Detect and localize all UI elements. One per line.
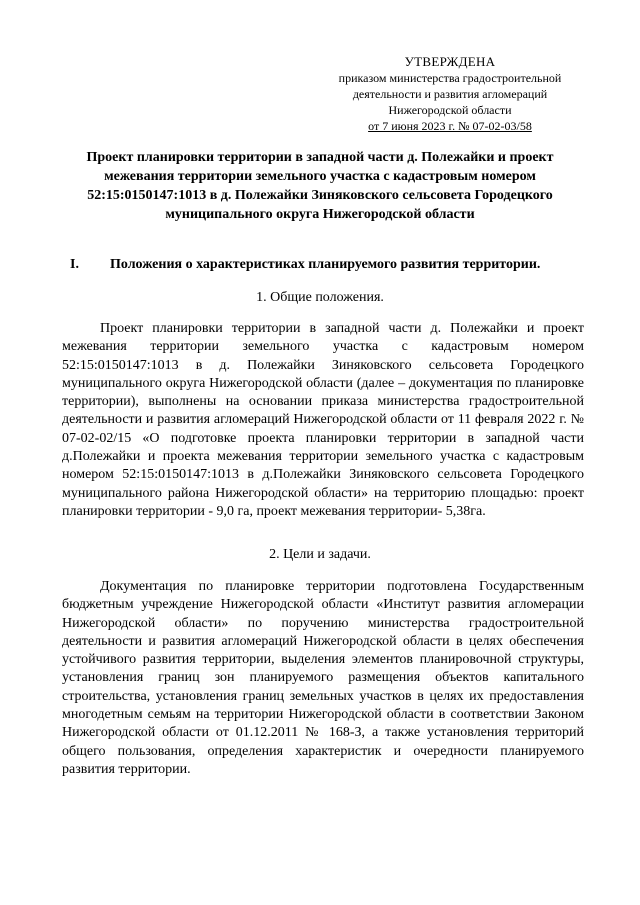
approval-heading: УТВЕРЖДЕНА [404,54,496,69]
document-title: Проект планировки территории в западной части д. Полежайки и проект межевания территории земельного участка с кадастровым номером 52:15:0150147:1013 в д. Полежайки Зиняковского сельсовета Городецкого муниципального округа Нижегородской области [86,150,554,222]
approval-line: Нижегородской области [388,103,512,117]
section-title: Положения о характеристиках планируемого развития территории. [110,257,541,272]
paragraph-goals-tasks: Документация по планировке территории подготовлена Государственным бюджетным учреждение Нижегородской области «Институт развития агломерации Нижегородской области» по поручению министерства градостроительной деятельности и развития агломераций Нижегородской области в целях обеспечения устойчивого развития территории, выделения элементов планировочной структуры, установления границ зон планируемого размещения объектов капитального строительства, установления границ земельных участков в целях их предоставления многодетным семьям на территории Нижегородской области в соответствии Законом Нижегородской области от 01.12.2011 № 168-З, а также установления территорий общего пользования, определения характеристик и очередности планируемого развития территории. [62,579,584,777]
approval-block [300,54,600,134]
section-number: I. [70,257,79,272]
approval-date-number: от 7 июня 2023 г. № 07-02-03/58 [368,119,532,133]
approval-line: деятельности и развития агломераций [352,87,548,101]
section-heading [70,255,590,274]
paragraph-general-provisions: Проект планировки территории в западной части д. Полежайки и проект межевания территории земельного участка с кадастровым номером 52:15:0150147:1013 в д. Полежайки Зиняковского сельсовета Городецкого муниципального округа Нижегородской области (далее – документация по планировке территории), выполнены на основании приказа министерства градостроительной деятельности и развития агломераций Нижегородской области от 11 февраля 2022 г. № 07-02-02/15 «О подготовке проекта планировки территории в западной части д.Полежайки и проекта межевания территории земельного участка с кадастровым номером 52:15:0150147:1013 в д.Полежайки Зиняковского сельсовета Городецкого муниципального района Нижегородской области» на территорию площадью: проект планировки территории - 9,0 га, проект межевания территории- 5,38га. [62,321,584,519]
approval-line: приказом министерства градостроительной [338,71,562,85]
subsection-title: 2. Цели и задачи. [269,547,371,562]
subsection-title: 1. Общие положения. [256,290,384,305]
